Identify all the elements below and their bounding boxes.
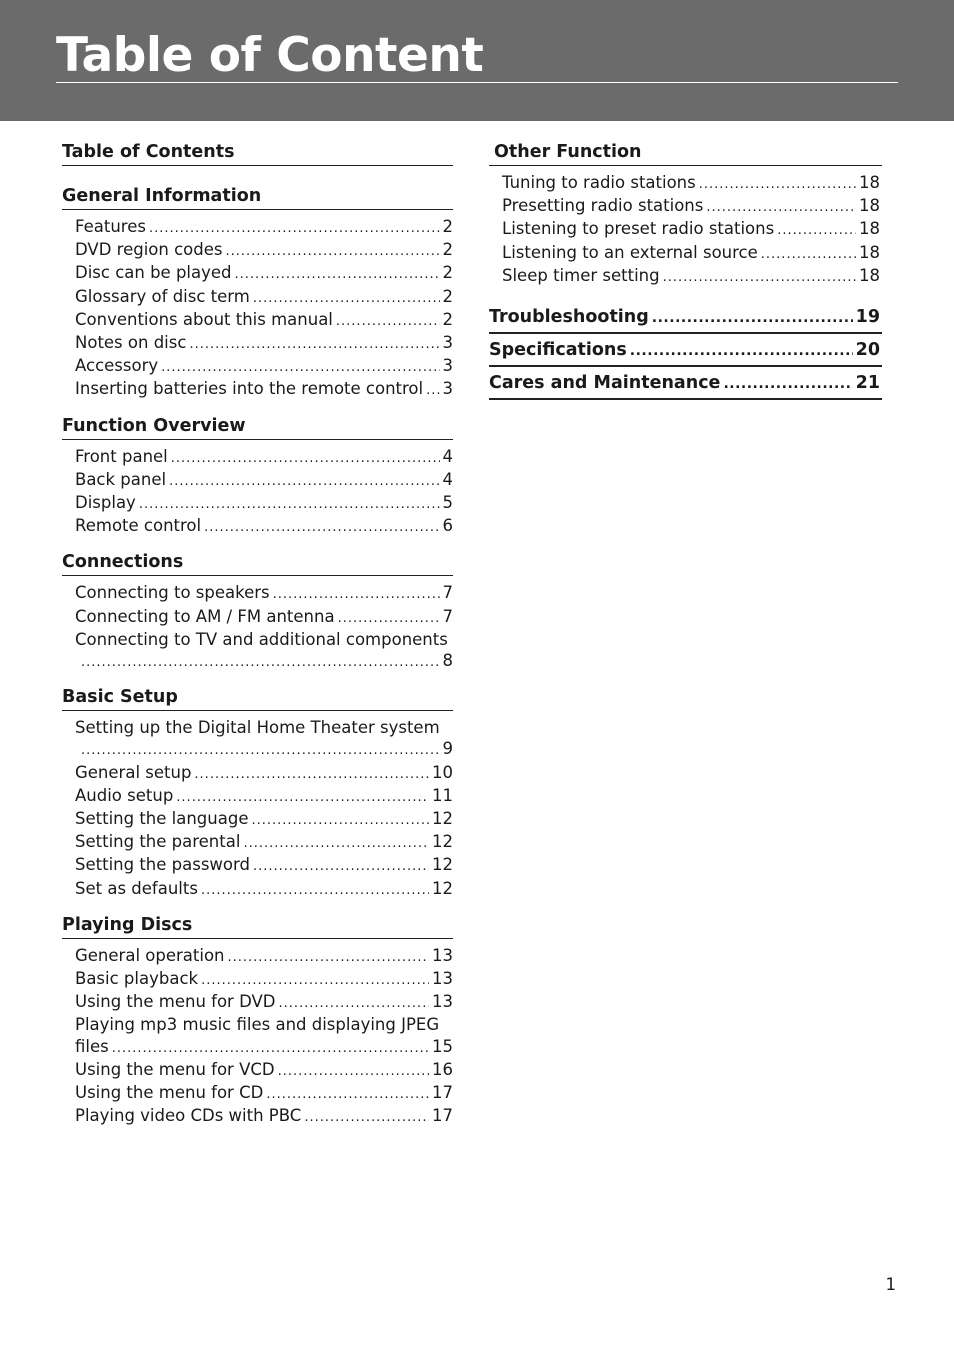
toc-entry-page: 2 (442, 309, 453, 329)
toc-entry-label: Playing mp3 music files and displaying JPEG (75, 1015, 440, 1035)
toc-entry-label: Conventions about this manual (75, 309, 333, 329)
toc-entry[interactable] (62, 309, 453, 332)
toc-section (62, 550, 453, 673)
dot-leader (777, 218, 856, 241)
dot-leader (171, 446, 440, 469)
toc-entry-page: 18 (859, 242, 880, 262)
section-entries (62, 166, 453, 172)
toc-entry[interactable] (62, 239, 453, 262)
toc-entry[interactable] (62, 968, 453, 991)
dot-leader (253, 286, 440, 309)
toc-entry[interactable] (62, 515, 453, 538)
toc-entry-label: General setup (75, 762, 192, 782)
toc-entry[interactable] (62, 1059, 453, 1082)
toc-entry-page: 17 (432, 1083, 453, 1103)
page-number: 1 (885, 1275, 896, 1294)
toc-entry-label: Display (75, 493, 136, 513)
dot-leader (426, 378, 439, 401)
toc-section (62, 140, 453, 172)
toc-entry-label: Using the menu for VCD (75, 1059, 275, 1079)
toc-section (489, 140, 882, 288)
toc-entry-label: files (75, 1036, 109, 1056)
toc-entry-page: 15 (432, 1036, 453, 1056)
dot-leader (225, 239, 439, 262)
toc-entry-label: Setting the password (75, 855, 250, 875)
toc-entry-continuation[interactable] (62, 1036, 453, 1059)
major-entry-label: Troubleshooting (489, 307, 649, 328)
toc-entry[interactable] (62, 492, 453, 515)
section-heading: Other Function (489, 140, 882, 166)
toc-entry[interactable] (489, 195, 882, 218)
toc-entry[interactable] (62, 945, 453, 968)
major-entry-label: Cares and Maintenance (489, 373, 721, 394)
toc-entry[interactable] (489, 265, 882, 288)
dot-leader (112, 1036, 429, 1059)
toc-entry[interactable] (62, 762, 453, 785)
dot-leader (81, 650, 440, 673)
dot-leader (201, 878, 429, 901)
page-title: Table of Content (56, 28, 484, 83)
toc-entry-label: Connecting to speakers (75, 583, 270, 603)
toc-entry-label: Setting up the Digital Home Theater system (75, 718, 440, 738)
toc-entry-page: 2 (442, 217, 453, 236)
toc-entry-page: 13 (432, 992, 453, 1012)
dot-leader (176, 785, 429, 808)
toc-entry-page: 12 (432, 855, 453, 875)
toc-entry-page: 7 (442, 606, 453, 626)
toc-entry-label: Accessory (75, 356, 159, 376)
toc-section (62, 184, 453, 402)
toc-entry-label: Basic playback (75, 969, 199, 989)
toc-entry-page: 12 (432, 878, 453, 898)
toc-entry-label: Front panel (75, 446, 168, 466)
toc-entry[interactable] (489, 242, 882, 265)
dot-leader (243, 831, 429, 854)
toc-entry-page: 5 (442, 493, 453, 513)
section-entries (62, 440, 453, 539)
toc-entry-label: Listening to an external source (502, 242, 758, 262)
toc-entry[interactable] (62, 1014, 453, 1035)
dot-leader (663, 265, 856, 288)
toc-entry-label: Set as defaults (75, 878, 198, 898)
toc-entry-label: Setting the language (75, 809, 249, 829)
dot-leader (266, 1082, 429, 1105)
toc-entry[interactable] (62, 1082, 453, 1105)
toc-entry[interactable] (62, 1105, 453, 1128)
dot-leader (338, 606, 440, 629)
toc-entry[interactable] (62, 854, 453, 877)
toc-entry[interactable] (62, 808, 453, 831)
dot-leader (336, 309, 440, 332)
toc-entry-label: Back panel (75, 469, 167, 489)
dot-leader (304, 1105, 429, 1128)
dot-leader (194, 762, 429, 785)
dot-leader (706, 195, 856, 218)
toc-section (62, 913, 453, 1129)
toc-entry-page: 13 (432, 945, 453, 965)
toc-entry-page: 10 (432, 762, 453, 782)
toc-entry-page: 3 (442, 356, 453, 376)
major-entry-page: 19 (855, 307, 880, 328)
toc-entry-page: 13 (432, 969, 453, 989)
toc-section (62, 414, 453, 539)
toc-entry-label: Listening to preset radio stations (502, 219, 775, 239)
toc-entry-page: 11 (432, 785, 453, 805)
toc-entry-page: 18 (859, 265, 880, 285)
toc-entry-label: Playing video CDs with PBC (75, 1106, 302, 1126)
toc-entry-page: 18 (859, 173, 880, 192)
toc-entry-page: 6 (442, 516, 453, 536)
toc-entry-page: 18 (859, 219, 880, 239)
toc-entry-label: Setting the parental (75, 832, 241, 852)
section-entries (62, 939, 453, 1129)
section-entries (62, 711, 453, 901)
toc-left-column (62, 140, 453, 1141)
dot-leader (251, 808, 429, 831)
dot-leader (161, 355, 439, 378)
toc-entry-page: 7 (442, 583, 453, 603)
dot-leader (139, 492, 440, 515)
toc-entry[interactable] (62, 785, 453, 808)
dot-leader (201, 968, 429, 991)
toc-entry[interactable] (62, 446, 453, 469)
toc-entry[interactable] (62, 469, 453, 492)
toc-entry-page: 4 (442, 446, 453, 466)
toc-entry-page: 16 (432, 1059, 453, 1079)
dot-leader (699, 172, 856, 195)
section-heading: Basic Setup (62, 685, 453, 711)
toc-entry[interactable] (62, 332, 453, 355)
dot-leader (652, 304, 853, 331)
major-toc-entry[interactable] (489, 304, 882, 334)
toc-entry-label: Inserting batteries into the remote control (75, 379, 424, 399)
dot-leader (204, 515, 439, 538)
toc-entry-page: 9 (442, 739, 453, 759)
dot-leader (278, 991, 429, 1014)
toc-entry[interactable] (62, 582, 453, 605)
toc-entry[interactable] (62, 378, 453, 401)
dot-leader (253, 854, 429, 877)
major-entry-page: 21 (855, 373, 880, 394)
major-toc-entry[interactable] (489, 370, 882, 400)
toc-entry-label: Audio setup (75, 785, 174, 805)
dot-leader (149, 216, 440, 239)
section-heading: Function Overview (62, 414, 453, 440)
toc-entry[interactable] (62, 606, 453, 629)
toc-entry[interactable] (62, 262, 453, 285)
toc-entry-page: 3 (442, 379, 453, 399)
toc-entry[interactable] (62, 216, 453, 239)
toc-entry-label: Disc can be played (75, 263, 232, 283)
major-toc-entry[interactable] (489, 337, 882, 367)
toc-entry-page: 17 (432, 1106, 453, 1126)
toc-entry[interactable] (62, 991, 453, 1014)
section-heading: Table of Contents (62, 140, 453, 166)
toc-entry-page: 2 (442, 263, 453, 283)
dot-leader (273, 582, 440, 605)
toc-entry-label: Presetting radio stations (502, 196, 704, 216)
dot-leader (228, 945, 430, 968)
toc-entry-label: Tuning to radio stations (502, 173, 696, 192)
dot-leader (235, 262, 440, 285)
dot-leader (723, 370, 852, 397)
toc-entry-label: Remote control (75, 516, 202, 536)
toc-entry-label: Sleep timer setting (502, 265, 660, 285)
dot-leader (189, 332, 439, 355)
dot-leader (278, 1059, 429, 1082)
toc-entry-label: Using the menu for CD (75, 1083, 264, 1103)
toc-entry[interactable] (489, 172, 882, 195)
section-heading: Playing Discs (62, 913, 453, 939)
toc-entry-label: Glossary of disc term (75, 286, 250, 306)
toc-entry[interactable] (62, 286, 453, 309)
toc-entry-label: Notes on disc (75, 333, 187, 353)
toc-entry-page: 12 (432, 809, 453, 829)
toc-entry-page: 2 (442, 240, 453, 260)
major-entry-page: 20 (855, 340, 880, 361)
toc-entry-page: 12 (432, 832, 453, 852)
toc-entry[interactable] (62, 878, 453, 901)
toc-entry[interactable] (62, 355, 453, 378)
major-entry-label: Specifications (489, 340, 627, 361)
dot-leader (169, 469, 439, 492)
toc-entry[interactable] (62, 717, 453, 761)
toc-entry-label: General operation (75, 945, 225, 965)
toc-entry-page: 2 (442, 286, 453, 306)
section-entries (62, 576, 453, 673)
toc-entry-label: DVD region codes (75, 240, 223, 260)
toc-entry[interactable] (62, 831, 453, 854)
toc-entry-page: 8 (442, 651, 453, 671)
title-underline (56, 82, 898, 83)
toc-section (62, 685, 453, 901)
toc-entry-page: 4 (442, 469, 453, 489)
toc-entry[interactable] (62, 629, 453, 673)
section-entries (62, 210, 453, 402)
toc-entry-page: 3 (442, 333, 453, 353)
dot-leader (630, 337, 853, 364)
toc-entry-label: Features (75, 217, 146, 236)
section-entries (489, 166, 882, 288)
dot-leader (81, 738, 440, 761)
toc-entry[interactable] (489, 218, 882, 241)
section-heading: General Information (62, 184, 453, 210)
toc-entry-label: Connecting to TV and additional components (75, 629, 448, 649)
toc-entry-page: 18 (859, 196, 880, 216)
section-heading: Connections (62, 550, 453, 576)
header-banner (0, 0, 954, 121)
toc-entry-label: Using the menu for DVD (75, 992, 276, 1012)
toc-entry-label: Connecting to AM / FM antenna (75, 606, 335, 626)
toc-right-column (489, 140, 882, 403)
dot-leader (761, 242, 856, 265)
